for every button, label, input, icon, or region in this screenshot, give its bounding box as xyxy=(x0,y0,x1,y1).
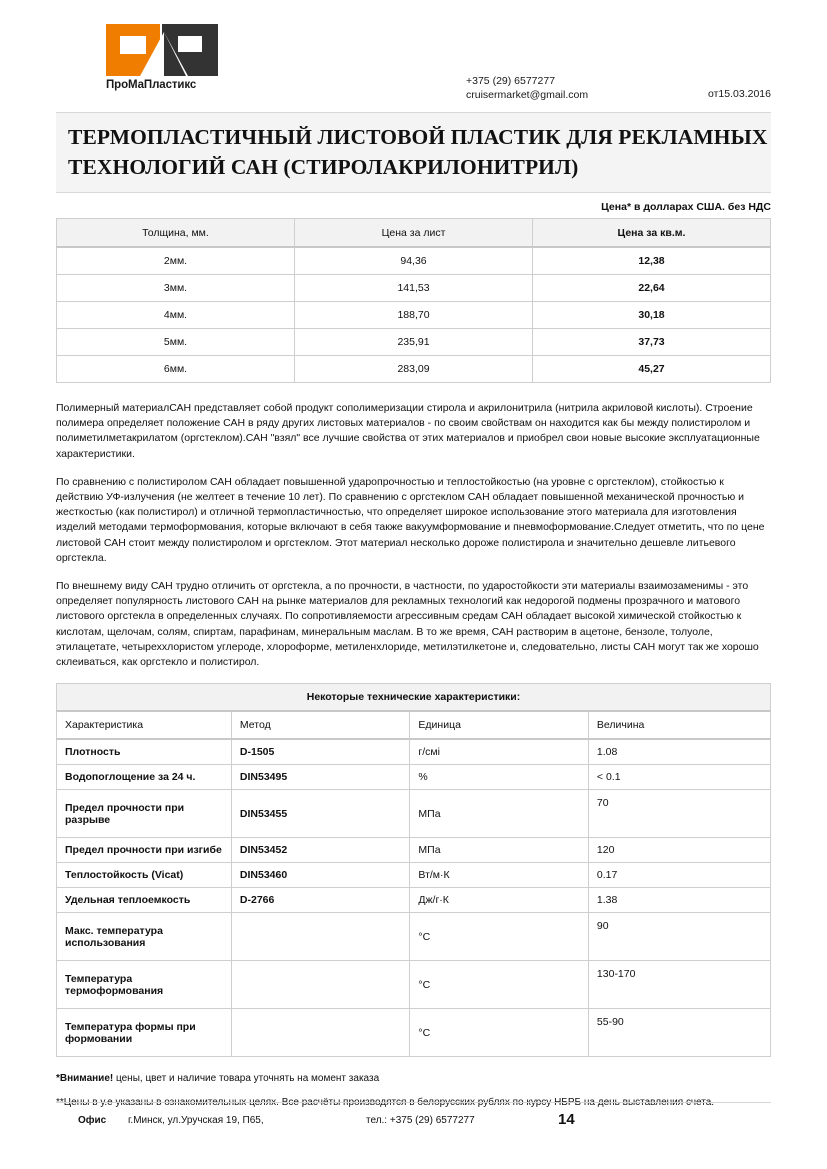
tech-cell-method: DIN53455 xyxy=(231,790,410,838)
tech-cell-characteristic: Предел прочности при разрыве xyxy=(57,790,232,838)
paragraph-1: Полимерный материалСАН представляет собой продукт сополимеризации стирола и акрилонитрила (нитрила акриловой кислоты). Строение полимера определяет положение САН в ряду других листовых материалов - по своим свойствам он находится как бы между полистиролом и полиметилметакрилатом (оргстеклом).САН "взял" все лучшие свойства от этих материалов и приобрел свои новые высокие эксплуатационные характеристики. xyxy=(56,402,760,460)
tech-cell-characteristic: Предел прочности при изгибе xyxy=(57,838,232,863)
table-row xyxy=(57,838,771,863)
document-date: от15.03.2016 xyxy=(708,88,771,100)
footer-address: г.Минск, ул.Уручская 19, П65, xyxy=(128,1115,264,1126)
technical-specs-table xyxy=(56,683,771,1057)
tech-cell-value: 70 xyxy=(588,790,770,838)
tech-cell-unit: г/смi xyxy=(410,739,589,765)
table-row xyxy=(57,356,771,383)
price-currency-note: Цена* в долларах США. без НДС xyxy=(601,201,771,213)
table-row xyxy=(57,739,771,765)
table-row xyxy=(57,888,771,913)
table-row xyxy=(57,913,771,961)
tech-cell-characteristic: Температура термоформования xyxy=(57,961,232,1009)
page-title xyxy=(56,112,771,193)
price-cell-thickness: 3мм. xyxy=(57,275,295,302)
tech-cell-characteristic: Удельная теплоемкость xyxy=(57,888,232,913)
tech-cell-characteristic: Макс. температура использования xyxy=(57,913,232,961)
description-text xyxy=(56,401,771,670)
price-cell-thickness: 4мм. xyxy=(57,302,295,329)
price-cell-per-sqm: 37,73 xyxy=(533,329,771,356)
tech-cell-characteristic: Водопоглощение за 24 ч. xyxy=(57,765,232,790)
price-header-thickness: Толщина, мм. xyxy=(57,219,295,248)
price-cell-per-sheet: 94,36 xyxy=(295,247,533,275)
price-cell-per-sheet: 188,70 xyxy=(295,302,533,329)
tech-header-value: Величина xyxy=(588,711,770,739)
footnote-2: **Цены в у.е указаны в ознакомительных целях. Все расчёты производятся в белорусских рублях по курсу НБРБ на день выставления счета. xyxy=(56,1097,715,1109)
page-title-line-2: ТЕХНОЛОГИЙ САН (СТИРОЛАКРИЛОНИТРИЛ) xyxy=(68,155,579,179)
table-row xyxy=(57,275,771,302)
price-cell-per-sqm: 12,38 xyxy=(533,247,771,275)
tech-table-caption-row xyxy=(57,684,771,712)
logo-wordmark: ПроМаПластикс xyxy=(106,79,197,91)
page-header xyxy=(56,0,771,112)
contact-info xyxy=(466,74,588,102)
footer-content xyxy=(56,1111,771,1133)
tech-cell-method: D-1505 xyxy=(231,739,410,765)
price-cell-per-sheet: 141,53 xyxy=(295,275,533,302)
price-cell-per-sqm: 22,64 xyxy=(533,275,771,302)
paragraph-3: По внешнему виду САН трудно отличить от оргстекла, а по прочности, в частности, по ударостойкости эти материалы взаимозаменимы - это определяет популярность листового САН на рынке материалов для рекламных технологий как недорогой подмены прозрачного и матового листового оргстекла в определенных случаях. По сопротивляемости агрессивным средам САН обладает высокой химической стойкостью к кислотам, щелочам, солям, спиртам, парафинам, минеральным маслам. В то же время, САН растворим в ацетоне, бензоле, толуоле, этилацетате, четыреххлористом углероде, хлороформе, метиленхлориде, метилэтилкетоне и, следовательно, листы САН могут так же хорошо склеиваться, как оргстекло и полистирол. xyxy=(56,580,759,669)
footnote-1-text: цены, цвет и наличие товара уточнять на момент заказа xyxy=(113,1073,380,1085)
price-header-per-sqm: Цена за кв.м. xyxy=(533,219,771,248)
tech-cell-characteristic: Плотность xyxy=(57,739,232,765)
tech-cell-method xyxy=(231,913,410,961)
contact-phone: +375 (29) 6577277 xyxy=(466,75,556,87)
footnote-1-bold: *Внимание! xyxy=(56,1073,114,1085)
price-cell-thickness: 5мм. xyxy=(57,329,295,356)
table-row xyxy=(57,247,771,275)
page-title-line-1: ТЕРМОПЛАСТИЧНЫЙ ЛИСТОВОЙ ПЛАСТИК ДЛЯ РЕКЛАМНЫХ xyxy=(68,125,768,149)
tech-cell-method: D-2766 xyxy=(231,888,410,913)
footer-divider xyxy=(56,1102,771,1103)
price-table xyxy=(56,218,771,383)
table-row xyxy=(57,765,771,790)
tech-header-method: Метод xyxy=(231,711,410,739)
price-cell-per-sheet: 235,91 xyxy=(295,329,533,356)
tech-cell-unit: Дж/г·К xyxy=(410,888,589,913)
page-footer xyxy=(56,1102,771,1133)
logo-mark-icon xyxy=(106,24,218,76)
footer-office-label: Офис xyxy=(78,1115,107,1126)
company-logo xyxy=(106,24,226,91)
paragraph-2: По сравнению с полистиролом САН обладает повышенной ударопрочностью и теплостойкостью (на уровне с оргстеклом), стойкостью к действию УФ-излучения (не желтеет в течение 10 лет). По сравнению с оргстеклом САН обладает повышенной механической прочностью и жесткостью (как полистирол) и отличной термопластичностью, что определяет широкое использование этого материала для изготовления изделий методами термоформования, которые включают в себя также вакуумформование и пневмоформование.Следует отметить, что по цене листовой САН стоит между полистиролом и оргстеклом. Этот материал несколько дороже полистирола и значительно дешевле литьевого оргстекла. xyxy=(56,475,765,564)
tech-cell-unit: МПа xyxy=(410,838,589,863)
tech-cell-method: DIN53452 xyxy=(231,838,410,863)
table-row xyxy=(57,790,771,838)
price-cell-per-sqm: 30,18 xyxy=(533,302,771,329)
tech-cell-unit: °C xyxy=(410,1009,589,1057)
tech-cell-characteristic: Теплостойкость (Vicat) xyxy=(57,863,232,888)
price-header-per-sheet: Цена за лист xyxy=(295,219,533,248)
table-row xyxy=(57,329,771,356)
tech-cell-method: DIN53495 xyxy=(231,765,410,790)
price-cell-thickness: 2мм. xyxy=(57,247,295,275)
tech-cell-characteristic: Температура формы при формовании xyxy=(57,1009,232,1057)
tech-cell-unit: Вт/м·К xyxy=(410,863,589,888)
price-cell-per-sheet: 283,09 xyxy=(295,356,533,383)
tech-cell-value: 90 xyxy=(588,913,770,961)
tech-cell-value: < 0.1 xyxy=(588,765,770,790)
tech-cell-value: 55-90 xyxy=(588,1009,770,1057)
table-row xyxy=(57,961,771,1009)
page-number: 14 xyxy=(558,1111,575,1128)
tech-header-unit: Единица xyxy=(410,711,589,739)
tech-cell-method xyxy=(231,961,410,1009)
tech-cell-unit: °C xyxy=(410,913,589,961)
table-row xyxy=(57,863,771,888)
tech-cell-method xyxy=(231,1009,410,1057)
tech-cell-value: 120 xyxy=(588,838,770,863)
tech-cell-value: 0.17 xyxy=(588,863,770,888)
price-cell-thickness: 6мм. xyxy=(57,356,295,383)
price-cell-per-sqm: 45,27 xyxy=(533,356,771,383)
tech-header-characteristic: Характеристика xyxy=(57,711,232,739)
footnote-1 xyxy=(56,1071,771,1086)
tech-cell-unit: °C xyxy=(410,961,589,1009)
tech-cell-value: 130-170 xyxy=(588,961,770,1009)
table-row xyxy=(57,302,771,329)
price-table-header-row xyxy=(57,219,771,248)
tech-table-header-row xyxy=(57,711,771,739)
table-row xyxy=(57,1009,771,1057)
tech-cell-unit: % xyxy=(410,765,589,790)
logo-notch-right xyxy=(178,36,202,52)
tech-cell-method: DIN53460 xyxy=(231,863,410,888)
tech-table-caption: Некоторые технические характеристики: xyxy=(57,684,771,712)
tech-cell-value: 1.08 xyxy=(588,739,770,765)
tech-cell-value: 1.38 xyxy=(588,888,770,913)
contact-email: cruisermarket@gmail.com xyxy=(466,89,589,101)
footer-phone: тел.: +375 (29) 6577277 xyxy=(366,1115,475,1126)
tech-cell-unit: МПа xyxy=(410,790,589,838)
